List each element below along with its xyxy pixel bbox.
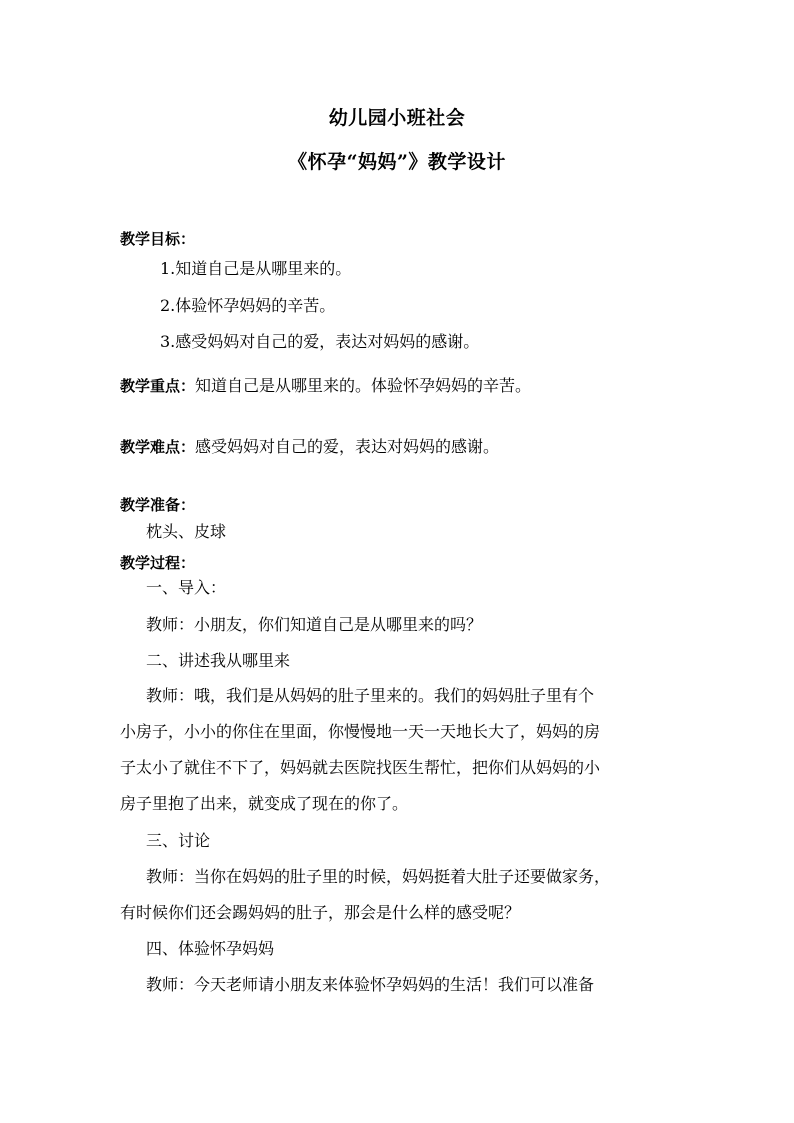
paragraph-line: 小房子，小小的你住在里面，你慢慢地一天一天地长大了，妈妈的房	[120, 722, 601, 741]
paragraph-line: 教师：当你在妈妈的肚子里的时候，妈妈挺着大肚子还要做家务，	[146, 867, 611, 886]
paragraph-line: 有时候你们还会踢妈妈的肚子，那会是什么样的感受呢？	[120, 903, 521, 922]
key-point-text: 知道自己是从哪里来的。体验怀孕妈妈的辛苦。	[195, 376, 532, 395]
section-title: 二、讲述我从哪里来	[146, 651, 291, 670]
paragraph-line: 教师：哦，我们是从妈妈的肚子里来的。我们的妈妈肚子里有个	[146, 686, 595, 705]
section-text: 教师：小朋友，你们知道自己是从哪里来的吗？	[146, 615, 483, 634]
section-title: 四、体验怀孕妈妈	[146, 939, 275, 958]
process-heading: 教学过程：	[120, 554, 196, 572]
section-title: 三、讨论	[146, 831, 211, 850]
difficulty-text: 感受妈妈对自己的爱，表达对妈妈的感谢。	[195, 437, 500, 456]
objective-item: 3.感受妈妈对自己的爱，表达对妈妈的感谢。	[160, 332, 480, 351]
objective-item: 1.知道自己是从哪里来的。	[160, 259, 352, 278]
key-point-label: 教学重点：	[120, 377, 196, 395]
document-title: 幼儿园小班社会	[328, 107, 466, 129]
difficulty-label: 教学难点：	[120, 438, 196, 456]
paragraph-line: 教师：今天老师请小朋友来体验怀孕妈妈的生活！我们可以准备	[146, 975, 595, 994]
paragraph-line: 子太小了就住不下了，妈妈就去医院找医生帮忙，把你们从妈妈的小	[120, 758, 601, 777]
preparation-text: 枕头、皮球	[146, 522, 227, 541]
preparation-heading: 教学准备：	[120, 496, 196, 514]
document-subtitle: 《怀孕“妈妈”》教学设计	[288, 151, 506, 173]
paragraph-line: 房子里抱了出来，就变成了现在的你了。	[120, 794, 409, 813]
key-point-line	[120, 373, 531, 396]
difficulty-line	[120, 434, 499, 457]
section-title: 一、导入：	[146, 578, 227, 597]
objectives-heading: 教学目标：	[120, 230, 196, 248]
objective-item: 2.体验怀孕妈妈的辛苦。	[160, 296, 336, 315]
